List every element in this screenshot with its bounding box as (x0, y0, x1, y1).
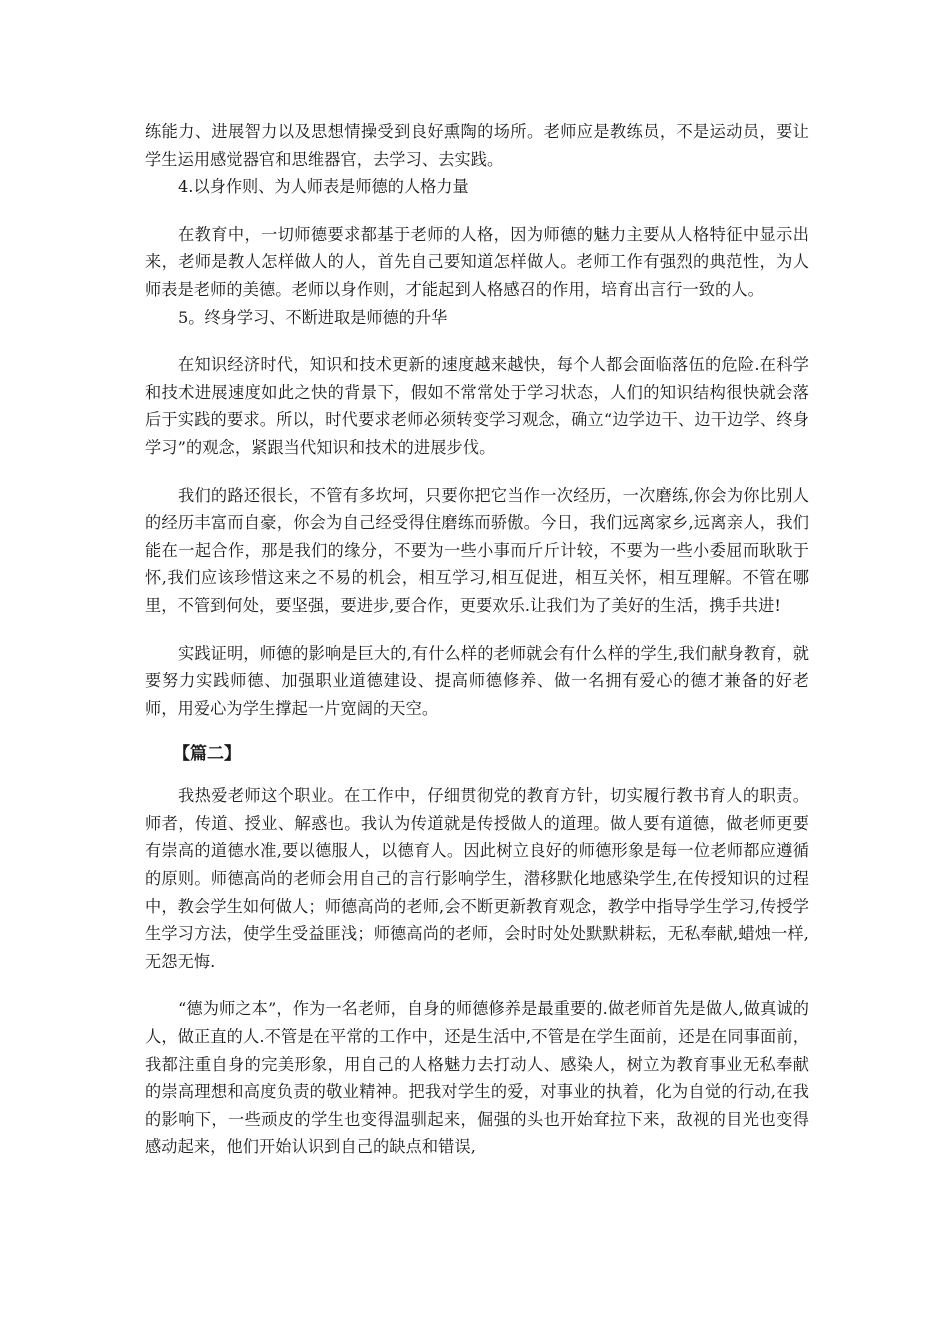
document-page (145, 118, 809, 1161)
heading-point-5: 5。终身学习、不断进取是师德的升华 (178, 307, 448, 327)
paragraph-love-teaching: 我热爱老师这个职业。在工作中，仔细贯彻党的教育方针，切实履行教书育人的职责。师者，传道、授业、解惑也。我认为传道就是传授做人的道理。做人要有道德，做老师更要有崇高的道德水准,要以德服人，以德育人。因此树立良好的师德形象是每一位老师都应遵循的原则。师德高尚的老师会用自己的言行影响学生，潜移默化地感染学生,在传授知识的过程中，教会学生如何做人；师德高尚的老师,会不断更新教育观念，教学中指导学生学习,传授学生学习方法，使学生受益匪浅；师德高尚的老师，会时时处处默默耕耘，无私奉献,蜡烛一样,无怨无悔. (145, 786, 809, 971)
paragraph-lifelong-learning: 在知识经济时代，知识和技术更新的速度越来越快，每个人都会面临落伍的危险.在科学和技术进展速度如此之快的背景下，假如不常常处于学习状态，人们的知识结构很快就会落后于实践的要求。所以，时代要求老师必须转变学习观念，确立“边学边干、边干边学、终身学习”的观念，紧跟当代知识和技术的进展步伐。 (145, 355, 809, 457)
paragraph-virtue-foundation: “德为师之本”，作为一名老师，自身的师德修养是最重要的.做老师首先是做人,做真诚的人，做正直的人.不管是在平常的工作中，还是生活中,不管是在学生面前，还是在同事面前，我都注重自身的完美形象，用自己的人格魅力去打动人、感染人，树立为教育事业无私奉献的崇高理想和高度负责的敬业精神。把我对学生的爱，对事业的执着，化为自觉的行动,在我的影响下，一些顽皮的学生也变得温驯起来，倔强的头也开始耷拉下来，敌视的目光也变得感动起来，他们开始认识到自己的缺点和错误, (145, 999, 809, 1157)
heading-point-4: 4.以身作则、为人师表是师德的人格力量 (178, 177, 469, 197)
paragraph-long-road: 我们的路还很长，不管有多坎坷，只要你把它当作一次经历，一次磨练,你会为你比别人的经历丰富而自豪，你会为自己经受得住磨练而骄傲。今日，我们远离家乡,远离亲人，我们能在一起合作，那是我们的缘分，不要为一些小事而斤斤计较，不要为一些小委屈而耿耿于怀,我们应该珍惜这来之不易的机会，相互学习,相互促进，相互关怀，相互理解。不管在哪里，不管到何处，要坚强，要进步,要合作，更要欢乐.让我们为了美好的生活，携手共进! (145, 485, 809, 615)
section-title-part-two: 【篇二】 (173, 744, 241, 765)
paragraph-continuation: 练能力、进展智力以及思想情操受到良好熏陶的场所。老师应是教练员，不是运动员，要让学生运用感觉器官和思维器官，去学习、去实践。 (145, 122, 809, 169)
paragraph-practice-proves: 实践证明，师德的影响是巨大的,有什么样的老师就会有什么样的学生,我们献身教育，就要努力实践师德、加强职业道德建设、提高师德修养、做一名拥有爱心的德才兼备的好老师，用爱心为学生撑起一片宽阔的天空。 (145, 643, 809, 718)
paragraph-personality: 在教育中，一切师德要求都基于老师的人格，因为师德的魅力主要从人格特征中显示出来，老师是教人怎样做人的人，首先自己要知道怎样做人。老师工作有强烈的典范性，为人师表是老师的美德。老师以身作则，才能起到人格感召的作用，培育出言行一致的人。 (145, 224, 809, 299)
